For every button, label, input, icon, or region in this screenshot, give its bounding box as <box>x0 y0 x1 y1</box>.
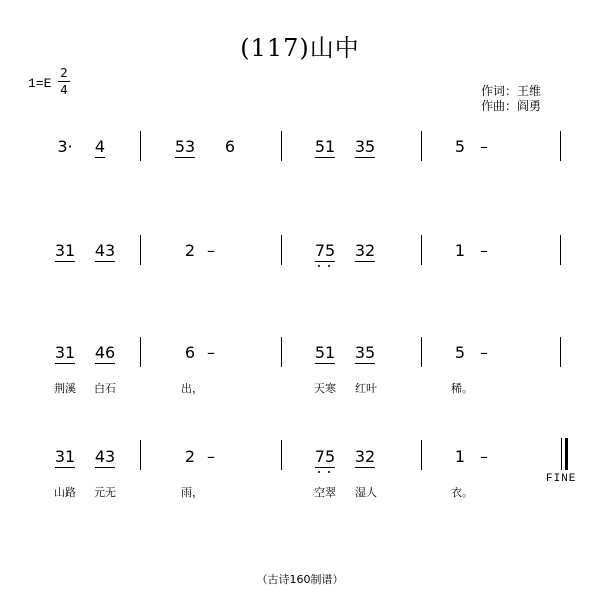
bar-line <box>560 235 561 265</box>
bar-line <box>140 337 141 367</box>
note: 2 <box>184 241 196 260</box>
lyric: 出， <box>181 382 203 395</box>
time-signature <box>58 66 70 97</box>
dash: – <box>207 447 215 466</box>
lyric: 湿人 <box>355 486 377 499</box>
lyric: 红叶 <box>355 382 377 395</box>
bar-line <box>421 131 422 161</box>
note: 51 <box>314 343 336 362</box>
dash: – <box>480 447 488 466</box>
note: 75 <box>314 241 336 260</box>
lyric: 稀。 <box>451 382 473 395</box>
song-title: (117)山中 <box>240 34 360 62</box>
dash: – <box>207 241 215 260</box>
note: 1 <box>454 447 466 466</box>
note: 1 <box>454 241 466 260</box>
lyric: 荆溪 <box>54 382 76 395</box>
note: 6 <box>224 137 236 156</box>
low-octave-dot <box>328 265 330 267</box>
note: 31 <box>54 241 76 260</box>
note: 43 <box>94 447 116 466</box>
bar-line <box>421 337 422 367</box>
bar-line <box>140 235 141 265</box>
fine-marking: FINE <box>546 473 577 485</box>
dash: – <box>480 241 488 260</box>
note: 32 <box>354 447 376 466</box>
note: 32 <box>354 241 376 260</box>
bar-line <box>421 440 422 470</box>
time-signature-top: 2 <box>60 66 68 80</box>
note: 6 <box>184 343 196 362</box>
note: 2 <box>184 447 196 466</box>
bar-line <box>140 131 141 161</box>
bar-line <box>140 440 141 470</box>
note: 31 <box>54 343 76 362</box>
dash: – <box>207 343 215 362</box>
note: 5 <box>454 343 466 362</box>
bar-line <box>281 235 282 265</box>
note: 53 <box>174 137 196 156</box>
lyric: 白石 <box>94 382 116 395</box>
low-octave-dot <box>318 471 320 473</box>
note: 5 <box>454 137 466 156</box>
bar-line <box>281 440 282 470</box>
bar-line <box>281 131 282 161</box>
low-octave-dot <box>328 471 330 473</box>
dash: – <box>480 343 488 362</box>
note: 51 <box>314 137 336 156</box>
lyric: 天寒 <box>314 382 336 395</box>
composer-credit: 作曲：阎勇 <box>481 99 542 113</box>
note: 46 <box>94 343 116 362</box>
bar-line <box>560 131 561 161</box>
note: 75 <box>314 447 336 466</box>
bar-line <box>281 337 282 367</box>
dash: – <box>480 137 488 156</box>
bar-line <box>560 337 561 367</box>
lyric: 空翠 <box>314 486 336 499</box>
lyric: 元无 <box>94 486 116 499</box>
low-octave-dot <box>318 265 320 267</box>
final-bar-thick <box>565 438 568 470</box>
lyricist-credit: 作词：王维 <box>481 84 542 98</box>
note: 31 <box>54 447 76 466</box>
bar-line <box>421 235 422 265</box>
note: 35 <box>354 343 376 362</box>
note: 3· <box>57 137 73 156</box>
note: 35 <box>354 137 376 156</box>
lyric: 雨， <box>181 486 203 499</box>
note: 43 <box>94 241 116 260</box>
note: 4 <box>94 137 106 156</box>
footer-note: （古诗160制谱） <box>256 573 344 586</box>
time-signature-bottom: 4 <box>60 83 68 97</box>
lyric: 衣。 <box>451 486 473 499</box>
key-signature: 1=E <box>28 76 52 91</box>
final-bar-thin <box>561 438 562 470</box>
lyric: 山路 <box>54 486 76 499</box>
